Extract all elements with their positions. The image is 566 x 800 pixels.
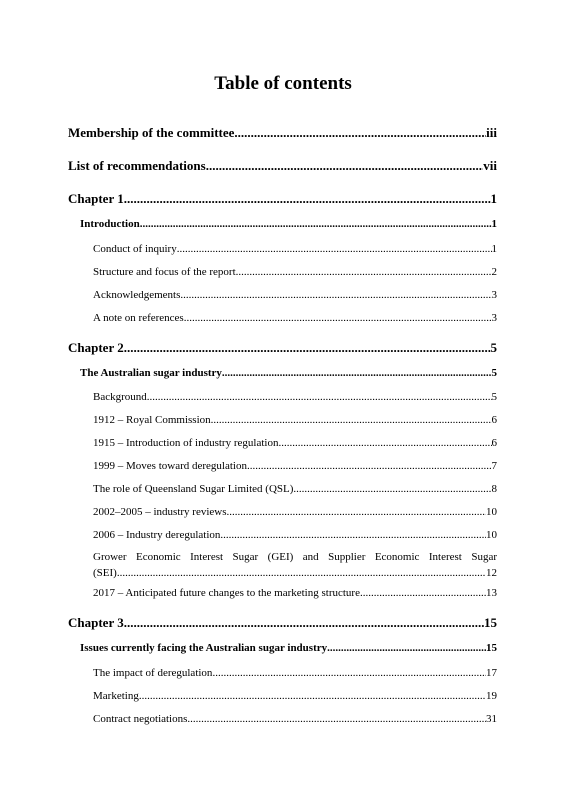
toc-entry-label: The Australian sugar industry [80,367,222,379]
dot-leader [220,529,486,541]
toc-entry-label: Contract negotiations [93,713,188,725]
toc-entry-note-on-references[interactable] [93,312,497,324]
dot-leader [212,667,486,679]
toc-page-number: 10 [486,506,497,518]
toc-page-number: 1 [491,243,497,255]
toc-page-number: 2 [491,266,497,278]
toc-entry-industry-reviews[interactable] [93,506,497,518]
toc-page-number: 3 [491,312,497,324]
toc-entry-label: Conduct of inquiry [93,243,177,255]
toc-entry-label: 1999 – Moves toward deregulation [93,460,247,472]
toc-entry-label: 1915 – Introduction of industry regulation [93,437,279,449]
dot-leader [293,483,491,495]
page-title: Table of contents [214,73,352,94]
toc-page-number: vii [483,158,497,173]
dot-leader [184,312,492,324]
dot-leader [360,587,486,599]
dot-leader [124,191,491,207]
toc-entry-label: Introduction [80,218,140,230]
toc-entry-label-line-1: Grower Economic Interest Sugar (GEI) and Supplier Economic Interest Sugar [93,551,497,563]
toc-page-number: 5 [491,391,497,403]
toc-page-number: 15 [486,642,497,654]
toc-entry-label: 2002–2005 – industry reviews [93,506,227,518]
toc-entry-contract-negotiations[interactable] [93,713,497,725]
toc-page-number: 10 [486,529,497,541]
dot-leader [187,713,486,725]
toc-entry-background[interactable] [93,391,497,403]
toc-entry-introduction[interactable] [80,218,497,230]
toc-entry-label-line-2-row [93,565,497,581]
toc-entry-issues-currently-facing[interactable] [80,642,497,654]
toc-entry-label: The impact of deregulation [93,667,213,679]
toc-entry-label: Background [93,391,147,403]
dot-leader [124,340,491,356]
dot-leader [147,391,492,403]
toc-entry-label-line-2: (SEI) [93,567,117,579]
toc-entry-label: Membership of the committee [68,125,235,140]
toc-entry-australian-sugar-industry[interactable] [80,367,497,379]
toc-entry-label: 1912 – Royal Commission [93,414,211,426]
toc-entry-label: Issues currently facing the Australian sugar industry [80,642,328,654]
dot-leader [180,289,491,301]
toc-page-number: 13 [486,587,497,599]
toc-page-number: 6 [491,414,497,426]
toc-entry-industry-regulation[interactable] [93,437,497,449]
toc-entry-label: Acknowledgements [93,289,181,301]
toc-entry-moves-toward-deregulation[interactable] [93,460,497,472]
toc-entry-royal-commission[interactable] [93,414,497,426]
dot-leader [222,367,492,379]
toc-entry-role-of-qsl[interactable] [93,483,497,495]
toc-page-number: 5 [491,367,497,379]
toc-entry-marketing[interactable] [93,690,497,702]
toc-page-number: 5 [490,340,497,355]
toc-entry-chapter-3[interactable] [68,615,497,631]
toc-page-number: 7 [491,460,497,472]
toc-entry-structure-and-focus[interactable] [93,266,497,278]
dot-leader [278,437,491,449]
toc-page-number: iii [486,125,497,140]
toc-entry-label: Chapter 2 [68,340,124,355]
toc-page-number: 17 [486,667,497,679]
dot-leader [247,460,492,472]
toc-entry-label: Marketing [93,690,139,702]
toc-entry-label: List of recommendations [68,158,206,173]
dot-leader [211,414,492,426]
toc-page-number: 12 [486,567,497,579]
toc-page-number: 1 [490,191,497,206]
toc-entry-gei-sei[interactable] [93,549,497,581]
toc-entry-chapter-1[interactable] [68,191,497,207]
dot-leader [227,506,486,518]
toc-page-number: 19 [486,690,497,702]
toc-entry-label: The role of Queensland Sugar Limited (QSL) [93,483,294,495]
toc-page-number: 15 [484,615,497,630]
toc-entry-label: Structure and focus of the report [93,266,236,278]
toc-entry-label: A note on references [93,312,184,324]
toc-entry-label: 2006 – Industry deregulation [93,529,221,541]
toc-entry-industry-deregulation[interactable] [93,529,497,541]
toc-entry-chapter-2[interactable] [68,340,497,356]
dot-leader [236,266,492,278]
toc-entry-impact-of-deregulation[interactable] [93,667,497,679]
toc-entry-membership[interactable] [68,125,497,141]
toc-page-number: 1 [491,218,497,230]
toc-entry-label: Chapter 1 [68,191,124,206]
dot-leader [139,690,486,702]
dot-leader [234,125,486,141]
toc-page-number: 8 [491,483,497,495]
toc-entry-acknowledgements[interactable] [93,289,497,301]
dot-leader [177,243,492,255]
toc-entry-label: 2017 – Anticipated future changes to the marketing structure [93,587,360,599]
toc-page-number: 3 [491,289,497,301]
toc-entry-anticipated-changes[interactable] [93,587,497,599]
toc-entry-label: Chapter 3 [68,615,124,630]
dot-leader [124,615,484,631]
toc-page-number: 6 [491,437,497,449]
dot-leader [206,158,484,174]
dot-leader [117,565,486,581]
toc-entry-conduct-of-inquiry[interactable] [93,243,497,255]
dot-leader [327,642,486,654]
dot-leader [140,218,492,230]
toc-entry-recommendations[interactable] [68,158,497,174]
toc-page-number: 31 [486,713,497,725]
